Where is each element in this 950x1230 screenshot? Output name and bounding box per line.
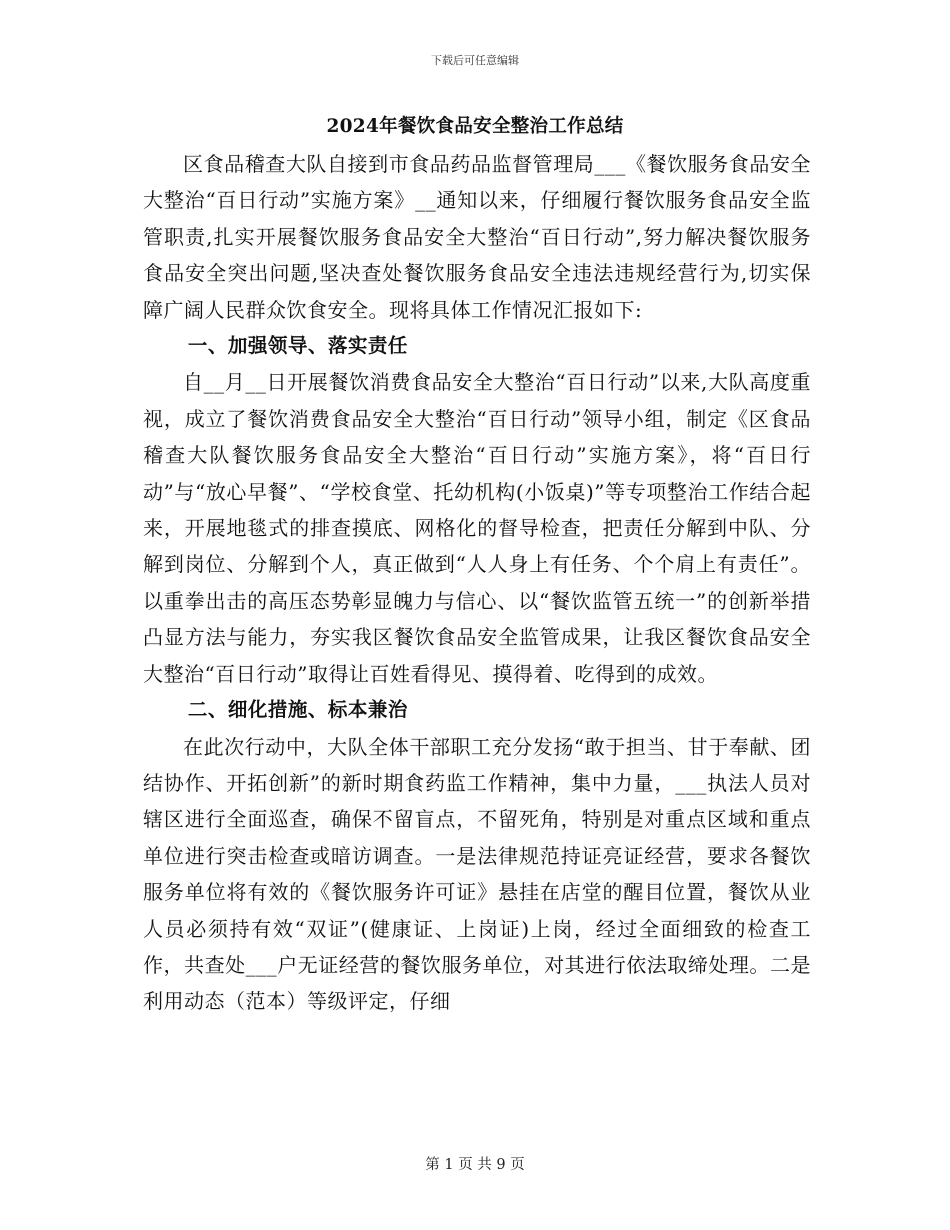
section-2-paragraph: 在此次行动中，大队全体干部职工充分发扬“敢于担当、甘于奉献、团结协作、开拓创新”的新时期食药监工作精神，集中力量，___执法人员对辖区进行全面巡查，确保不留盲点，不留死角，特别是对重点区域和重点单位进行突击检查或暗访调查。一是法律规范持证亮证经营，要求各餐饮服务单位将有效的《餐饮服务许可证》悬挂在店堂的醒目位置，餐饮从业人员必须持有效“双证”(健康证、上岗证)上岗，经过全面细致的检查工作，共查处___户无证经营的餐饮服务单位，对其进行依法取缔处理。二是利用动态（范本）等级评定，仔细 xyxy=(143,734,811,1014)
intro-paragraph: 区食品稽查大队自接到市食品药品监督管理局___《餐饮服务食品安全大整治“百日行动”实施方案》__通知以来，仔细履行餐饮服务食品安全监管职责,扎实开展餐饮服务食品安全大整治“百日行动”,努力解决餐饮服务食品安全突出问题,坚决查处餐饮服务食品安全违法违规经营行为,切实保障广阔人民群众饮食安全。现将具体工作情况汇报如下: xyxy=(143,152,811,322)
section-1-heading: 一、加强领导、落实责任 xyxy=(187,334,408,358)
page-number: 第 1 页 共 9 页 xyxy=(425,1157,525,1173)
page-header-note: 下载后可任意编辑 xyxy=(431,54,519,67)
document-body xyxy=(143,146,811,1020)
section-2-heading: 二、细化措施、标本兼治 xyxy=(187,698,408,722)
section-1-paragraph: 自__月__日开展餐饮消费食品安全大整治“百日行动”以来,大队高度重视，成立了餐饮消费食品安全大整治“百日行动”领导小组，制定《区食品稽查大队餐饮服务食品安全大整治“百日行动”实施方案》，将“百日行动”与“放心早餐”、“学校食堂、托幼机构(小饭桌)”等专项整治工作结合起来，开展地毯式的排查摸底、网格化的督导检查，把责任分解到中队、分解到岗位、分解到个人，真正做到“人人身上有任务、个个肩上有责任”。以重拳出击的高压态势彰显魄力与信心、以“餐饮监管五统一”的创新举措凸显方法与能力，夯实我区餐饮食品安全监管成果，让我区餐饮食品安全大整治“百日行动”取得让百姓看得见、摸得着、吃得到的成效。 xyxy=(143,370,811,686)
document-title: 2024年餐饮食品安全整治工作总结 xyxy=(326,116,624,137)
